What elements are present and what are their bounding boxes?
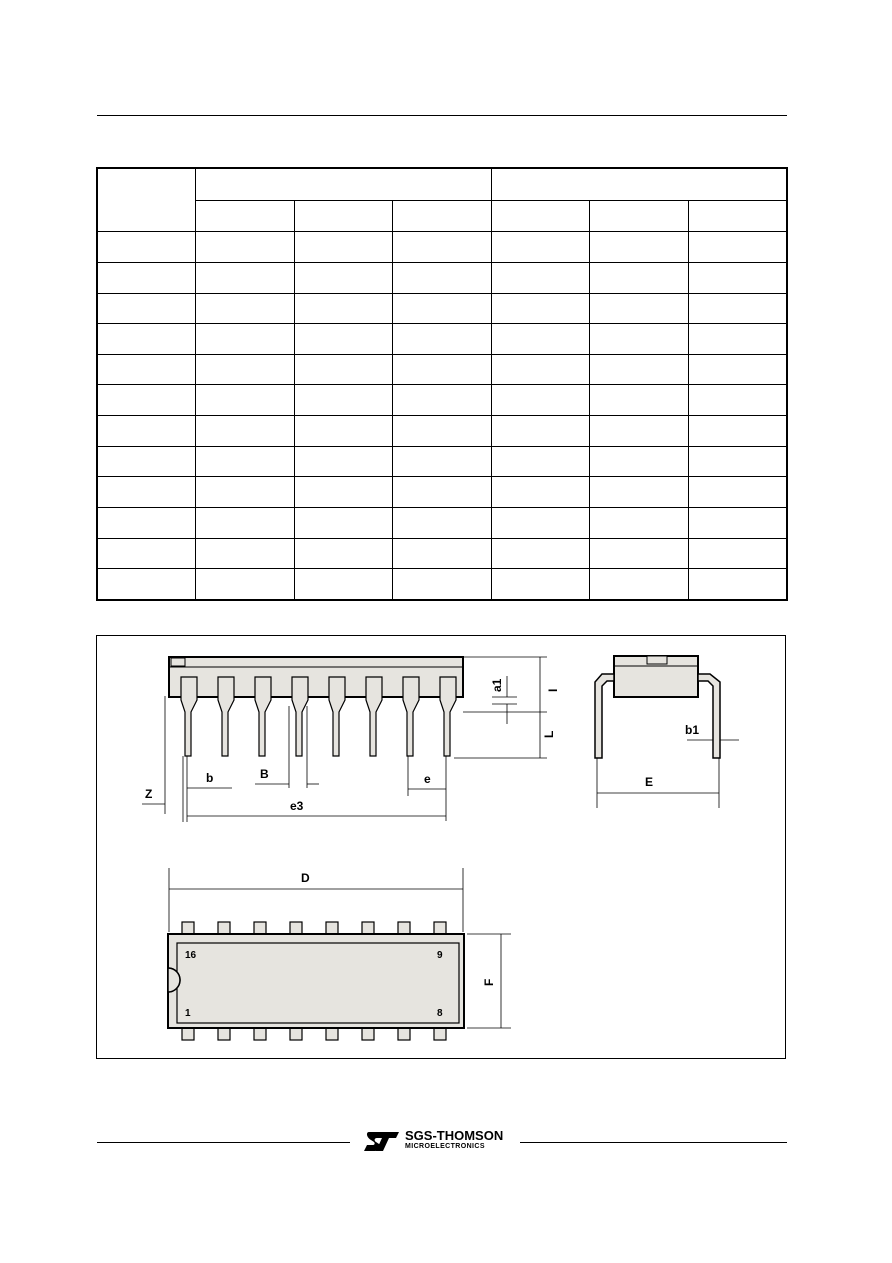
- table-cell: [393, 416, 492, 447]
- top-pin-bottom: [362, 1028, 374, 1040]
- table-cell: [688, 507, 787, 538]
- table-header-corner: [97, 168, 196, 232]
- table-cell: [590, 232, 689, 263]
- table-subheader: [393, 200, 492, 232]
- top-pin-top: [434, 922, 446, 934]
- table-cell: [688, 324, 787, 355]
- table-row-label: [97, 385, 196, 416]
- table-cell: [196, 385, 295, 416]
- dim-label-D: D: [301, 871, 310, 885]
- dim-label-E: E: [645, 775, 654, 789]
- table-cell: [491, 293, 590, 324]
- dim-label-F: F: [482, 978, 496, 986]
- table-cell: [688, 385, 787, 416]
- table-row: [97, 477, 787, 508]
- table-cell: [590, 293, 689, 324]
- table-subheader: [196, 200, 295, 232]
- table-cell: [491, 416, 590, 447]
- st-logo-icon: [363, 1130, 401, 1152]
- table-cell: [393, 232, 492, 263]
- table-row: [97, 569, 787, 600]
- table-row: [97, 446, 787, 477]
- table-cell: [294, 538, 393, 569]
- table-cell: [688, 538, 787, 569]
- table-cell: [688, 293, 787, 324]
- table-cell: [294, 262, 393, 293]
- table-cell: [590, 262, 689, 293]
- table-cell: [196, 324, 295, 355]
- table-cell: [590, 538, 689, 569]
- table-cell: [393, 262, 492, 293]
- table-row: [97, 538, 787, 569]
- table-cell: [491, 477, 590, 508]
- side-pin: [181, 677, 197, 756]
- pin-label-9: 9: [437, 950, 443, 961]
- table-cell: [294, 324, 393, 355]
- table-cell: [393, 507, 492, 538]
- table-subheader: [590, 200, 689, 232]
- table-row: [97, 385, 787, 416]
- table-row-label: [97, 507, 196, 538]
- top-pin-top: [218, 922, 230, 934]
- table-cell: [294, 385, 393, 416]
- table-cell: [688, 354, 787, 385]
- table-subheader: [491, 200, 590, 232]
- table-row-label: [97, 416, 196, 447]
- table-cell: [590, 354, 689, 385]
- table-cell: [196, 416, 295, 447]
- table-cell: [393, 446, 492, 477]
- dim-label-a1: a1: [490, 678, 504, 692]
- brand-name: SGS-THOMSON: [405, 1128, 504, 1143]
- table-subheader: [294, 200, 393, 232]
- side-pin: [366, 677, 382, 756]
- table-cell: [688, 416, 787, 447]
- table-cell: [688, 262, 787, 293]
- pin-label-1: 1: [185, 1008, 191, 1019]
- top-pin-bottom: [218, 1028, 230, 1040]
- table-cell: [393, 293, 492, 324]
- table-cell: [590, 507, 689, 538]
- table-cell: [196, 446, 295, 477]
- pin-label-16: 16: [185, 950, 197, 961]
- table-row: [97, 416, 787, 447]
- top-pin-top: [182, 922, 194, 934]
- table-row-label: [97, 354, 196, 385]
- footer-rule-right: [520, 1142, 787, 1143]
- table-cell: [294, 507, 393, 538]
- table-cell: [294, 354, 393, 385]
- table-row-label: [97, 293, 196, 324]
- top-pin-bottom: [434, 1028, 446, 1040]
- table-subheader: [688, 200, 787, 232]
- table-cell: [590, 477, 689, 508]
- top-pin-top: [290, 922, 302, 934]
- package-outline-svg: [97, 636, 787, 1060]
- table-cell: [294, 232, 393, 263]
- table-cell: [491, 324, 590, 355]
- brand-subtitle: MICROELECTRONICS: [405, 1143, 485, 1150]
- table-row-label: [97, 477, 196, 508]
- table-cell: [491, 507, 590, 538]
- table-row: [97, 293, 787, 324]
- end-view: [595, 656, 739, 808]
- side-pin: [440, 677, 456, 756]
- table-cell: [491, 232, 590, 263]
- dim-label-e: e: [424, 772, 431, 786]
- top-pin-top: [326, 922, 338, 934]
- table-cell: [491, 385, 590, 416]
- dim-label-b: b: [206, 771, 214, 785]
- header-rule: [97, 115, 787, 116]
- dim-label-b1: b1: [685, 723, 700, 737]
- side-pin: [329, 677, 345, 756]
- table-cell: [590, 446, 689, 477]
- dim-label-L: L: [542, 730, 556, 738]
- table-cell: [393, 324, 492, 355]
- table-row-label: [97, 569, 196, 600]
- table-cell: [590, 569, 689, 600]
- table-row: [97, 354, 787, 385]
- table-cell: [393, 538, 492, 569]
- table-cell: [491, 446, 590, 477]
- table-cell: [688, 477, 787, 508]
- dim-label-Z: Z: [145, 787, 153, 801]
- dim-label-e3: e3: [290, 799, 304, 813]
- footer-rule-left: [97, 1142, 350, 1143]
- table-row: [97, 507, 787, 538]
- table-cell: [196, 262, 295, 293]
- top-pin-top: [362, 922, 374, 934]
- table-cell: [196, 477, 295, 508]
- table-cell: [294, 416, 393, 447]
- top-pin-top: [398, 922, 410, 934]
- side-pin: [403, 677, 419, 756]
- table-cell: [196, 232, 295, 263]
- table-cell: [393, 385, 492, 416]
- table-cell: [491, 538, 590, 569]
- top-pin-bottom: [326, 1028, 338, 1040]
- table-cell: [590, 416, 689, 447]
- package-drawing: [96, 635, 786, 1059]
- side-pin: [292, 677, 308, 756]
- dimensions-table: [96, 167, 788, 601]
- table-cell: [688, 446, 787, 477]
- table-cell: [196, 538, 295, 569]
- table-cell: [196, 569, 295, 600]
- table-group-header-inch: [491, 168, 787, 200]
- table-cell: [196, 293, 295, 324]
- table-cell: [393, 569, 492, 600]
- table-cell: [196, 354, 295, 385]
- top-view: [168, 868, 511, 1040]
- top-pin-bottom: [290, 1028, 302, 1040]
- table-row: [97, 232, 787, 263]
- table-cell: [491, 569, 590, 600]
- table-cell: [590, 324, 689, 355]
- top-pin-bottom: [182, 1028, 194, 1040]
- top-pin-bottom: [398, 1028, 410, 1040]
- table-cell: [688, 232, 787, 263]
- table-row-label: [97, 446, 196, 477]
- table-cell: [393, 477, 492, 508]
- table-cell: [294, 477, 393, 508]
- table-row-label: [97, 324, 196, 355]
- side-view: [142, 657, 560, 822]
- dim-label-B: B: [260, 767, 269, 781]
- table-row-label: [97, 538, 196, 569]
- table-row-label: [97, 262, 196, 293]
- table-group-header-mm: [196, 168, 492, 200]
- dim-label-I: I: [546, 688, 560, 692]
- top-pin-bottom: [254, 1028, 266, 1040]
- table-cell: [393, 354, 492, 385]
- side-pin: [255, 677, 271, 756]
- sgs-thomson-logo: [363, 1128, 515, 1156]
- table-cell: [491, 262, 590, 293]
- table-cell: [294, 293, 393, 324]
- pin-label-8: 8: [437, 1008, 443, 1019]
- top-pin-top: [254, 922, 266, 934]
- table-row: [97, 262, 787, 293]
- table-row: [97, 324, 787, 355]
- table-cell: [294, 446, 393, 477]
- table-cell: [590, 385, 689, 416]
- table-cell: [294, 569, 393, 600]
- table-cell: [688, 569, 787, 600]
- table-row-label: [97, 232, 196, 263]
- table-cell: [196, 507, 295, 538]
- side-pin: [218, 677, 234, 756]
- table-cell: [491, 354, 590, 385]
